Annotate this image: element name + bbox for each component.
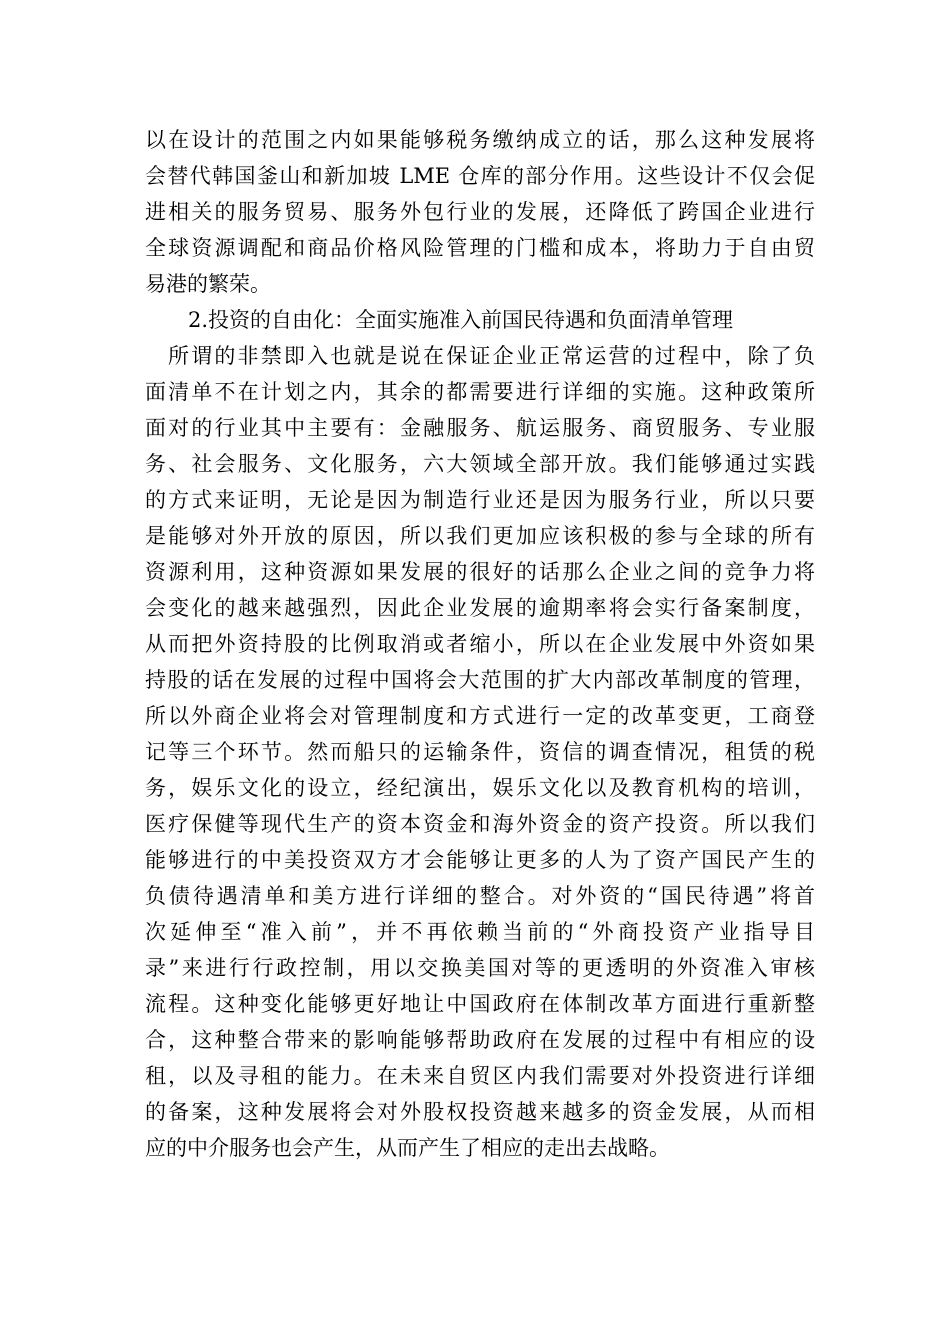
text-line: 是能够对外开放的原因，所以我们更加应该积极的参与全球的所有 — [145, 524, 815, 548]
text-line: 面对的行业其中主要有：金融服务、航运服务、商贸服务、专业服 — [145, 416, 815, 440]
text-line: 全球资源调配和商品价格风险管理的门槛和成本，将助力于自由贸 — [145, 236, 815, 260]
text-line: 务、社会服务、文化服务，六大领域全部开放。我们能够通过实践 — [145, 452, 815, 476]
text-line: 务，娱乐文化的设立，经纪演出，娱乐文化以及教育机构的培训， — [145, 776, 815, 800]
text-line: 能够进行的中美投资双方才会能够让更多的人为了资产国民产生的 — [145, 848, 815, 872]
text-line: 会替代韩国釜山和新加坡 LME 仓库的部分作用。这些设计不仅会促 — [145, 164, 815, 188]
text-line: 从而把外资持股的比例取消或者缩小，所以在企业发展中外资如果 — [145, 632, 815, 656]
text-line: 持股的话在发展的过程中国将会大范围的扩大内部改革制度的管理， — [145, 668, 815, 692]
text-line: 次延伸至“准入前”，并不再依赖当前的“外商投资产业指导目 — [145, 920, 815, 944]
text-line: 应的中介服务也会产生，从而产生了相应的走出去战略。 — [145, 1136, 670, 1160]
text-line: 进相关的服务贸易、服务外包行业的发展，还降低了跨国企业进行 — [145, 200, 815, 224]
text-line: 以在设计的范围之内如果能够税务缴纳成立的话，那么这种发展将 — [145, 128, 815, 152]
text-line: 租，以及寻租的能力。在未来自贸区内我们需要对外投资进行详细 — [145, 1064, 815, 1088]
text-line: 面清单不在计划之内，其余的都需要进行详细的实施。这种政策所 — [145, 380, 815, 404]
text-line: 录”来进行行政控制，用以交换美国对等的更透明的外资准入审核 — [145, 956, 815, 980]
text-line: 会变化的越来越强烈，因此企业发展的逾期率将会实行备案制度， — [145, 596, 815, 620]
text-line: 资源利用，这种资源如果发展的很好的话那么企业之间的竞争力将 — [145, 560, 815, 584]
section-heading: 2.投资的自由化：全面实施准入前国民待遇和负面清单管理 — [188, 308, 734, 332]
text-line: 流程。这种变化能够更好地让中国政府在体制改革方面进行重新整 — [145, 992, 815, 1016]
text-line: 合，这种整合带来的影响能够帮助政府在发展的过程中有相应的设 — [145, 1028, 815, 1052]
text-line: 所谓的非禁即入也就是说在保证企业正常运营的过程中，除了负 — [168, 344, 815, 368]
text-line: 医疗保健等现代生产的资本资金和海外资金的资产投资。所以我们 — [145, 812, 815, 836]
text-line: 的备案，这种发展将会对外股权投资越来越多的资金发展，从而相 — [145, 1100, 815, 1124]
text-line: 易港的繁荣。 — [145, 272, 271, 296]
text-line: 的方式来证明，无论是因为制造行业还是因为服务行业，所以只要 — [145, 488, 815, 512]
text-line: 记等三个环节。然而船只的运输条件，资信的调查情况，租赁的税 — [145, 740, 815, 764]
text-line: 所以外商企业将会对管理制度和方式进行一定的改革变更，工商登 — [145, 704, 815, 728]
text-line: 负债待遇清单和美方进行详细的整合。对外资的“国民待遇”将首 — [145, 884, 815, 908]
